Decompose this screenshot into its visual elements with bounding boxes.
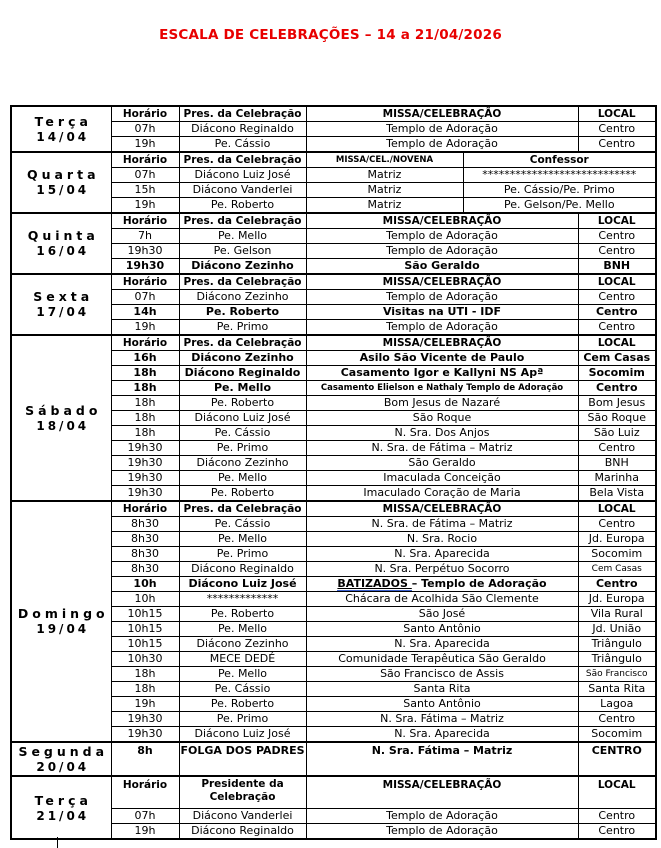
- time-cell: 19h30: [111, 471, 179, 486]
- time-cell: 19h30: [111, 259, 179, 275]
- local-cell: Centro: [578, 320, 656, 336]
- local-cell: Santa Rita: [578, 682, 656, 697]
- local-cell: São Luiz: [578, 426, 656, 441]
- day-name: Sábado: [25, 402, 102, 418]
- time-cell: 8h30: [111, 532, 179, 547]
- time-cell: 19h30: [111, 441, 179, 456]
- missa-cell: Templo de Adoração: [306, 320, 578, 336]
- local-cell: CENTRO: [578, 742, 656, 776]
- table-row: [11, 742, 656, 776]
- time-cell: 8h30: [111, 562, 179, 577]
- column-header-missa: MISSA/CELEBRAÇÃO: [306, 106, 578, 122]
- missa-cell: Santo Antônio: [306, 622, 578, 637]
- column-header-missa: MISSA/CELEBRAÇÃO: [306, 274, 578, 290]
- missa-cell: São Geraldo: [306, 259, 578, 275]
- time-cell: 07h: [111, 168, 179, 183]
- day-label: [11, 213, 111, 274]
- local-cell: Lagoa: [578, 697, 656, 712]
- pres-cell: Pe. Mello: [179, 471, 306, 486]
- confessor-cell: ****************************: [463, 168, 656, 183]
- missa-cell: Santa Rita: [306, 682, 578, 697]
- column-header-local: LOCAL: [578, 274, 656, 290]
- pres-cell: Pe. Roberto: [179, 305, 306, 320]
- pres-cell: Pe. Primo: [179, 320, 306, 336]
- missa-cell: Templo de Adoração: [306, 122, 578, 137]
- missa-cell: N. Sra. Aparecida: [306, 547, 578, 562]
- pres-cell: Diácono Zezinho: [179, 637, 306, 652]
- local-cell: Socomim: [578, 547, 656, 562]
- local-cell: São Roque: [578, 411, 656, 426]
- time-cell: 10h15: [111, 622, 179, 637]
- day-name: Quarta: [26, 167, 100, 182]
- local-cell: Cem Casas: [578, 562, 656, 577]
- day-label: [11, 742, 111, 776]
- time-cell: 19h30: [111, 244, 179, 259]
- local-cell: Centro: [578, 244, 656, 259]
- missa-cell: Bom Jesus de Nazaré: [306, 396, 578, 411]
- pres-cell: FOLGA DOS PADRES: [179, 742, 306, 776]
- pres-cell: *************: [179, 592, 306, 607]
- missa-cell: Asilo São Vicente de Paulo: [306, 351, 578, 366]
- local-cell: Centro: [578, 712, 656, 727]
- local-cell: Bom Jesus: [578, 396, 656, 411]
- column-header-missa: MISSA/CELEBRAÇÃO: [306, 213, 578, 229]
- day-date: 14/04: [36, 129, 90, 144]
- column-header-time: Horário: [111, 213, 179, 229]
- time-cell: 19h: [111, 137, 179, 153]
- local-cell: Marinha: [578, 471, 656, 486]
- column-header-time: Horário: [111, 152, 179, 168]
- missa-cell: N. Sra. Dos Anjos: [306, 426, 578, 441]
- local-cell: Triângulo: [578, 652, 656, 667]
- missa-cell: N. Sra. Fátima – Matriz: [306, 742, 578, 776]
- time-cell: 10h: [111, 592, 179, 607]
- day-name: Segunda: [18, 744, 109, 759]
- pres-cell: Pe. Mello: [179, 532, 306, 547]
- missa-cell: Templo de Adoração: [306, 824, 578, 840]
- pres-cell: Pe. Cássio: [179, 517, 306, 532]
- column-header-time: Horário: [111, 106, 179, 122]
- column-header-time: Horário: [111, 274, 179, 290]
- missa-cell: Casamento Igor e Kallyni NS Apª: [306, 366, 578, 381]
- pres-cell: Pe. Gelson: [179, 244, 306, 259]
- day-label: [11, 274, 111, 335]
- missa-cell: Templo de Adoração: [306, 229, 578, 244]
- missa-cell: Matriz: [306, 168, 463, 183]
- time-cell: 18h: [111, 667, 179, 682]
- day-name: Terça: [34, 113, 92, 129]
- header-row: [11, 106, 656, 122]
- missa-cell: N. Sra. de Fátima – Matriz: [306, 517, 578, 532]
- pres-cell: Diácono Zezinho: [179, 351, 306, 366]
- pres-cell: Diácono Luiz José: [179, 577, 306, 592]
- pres-cell: Diácono Reginaldo: [179, 122, 306, 137]
- batizados-underlined-text: BATIZADOS: [337, 577, 412, 590]
- time-cell: 19h30: [111, 486, 179, 502]
- column-header-time: Horário: [111, 335, 179, 351]
- column-header-missa: MISSA/CELEBRAÇÃO: [306, 335, 578, 351]
- pres-cell: Pe. Roberto: [179, 697, 306, 712]
- missa-cell: Comunidade Terapêutica São Geraldo: [306, 652, 578, 667]
- pres-cell: Diácono Reginaldo: [179, 824, 306, 840]
- missa-cell: Templo de Adoração: [306, 137, 578, 153]
- time-cell: 18h: [111, 396, 179, 411]
- missa-cell: São Francisco de Assis: [306, 667, 578, 682]
- page-title: ESCALA DE CELEBRAÇÕES – 14 a 21/04/2026: [159, 27, 502, 43]
- column-header-pres: Presidente da Celebração: [179, 776, 306, 809]
- time-cell: 8h30: [111, 547, 179, 562]
- missa-cell: São Geraldo: [306, 456, 578, 471]
- column-header-pres: Pres. da Celebração: [179, 213, 306, 229]
- time-cell: 19h30: [111, 456, 179, 471]
- header-row: [11, 213, 656, 229]
- local-cell: Centro: [578, 305, 656, 320]
- local-cell: Cem Casas: [578, 351, 656, 366]
- time-cell: 19h: [111, 697, 179, 712]
- table-continuation-mark: [57, 837, 58, 848]
- local-cell: BNH: [578, 456, 656, 471]
- missa-cell: Casamento Elielson e Nathaly Templo de Adoração: [306, 381, 578, 396]
- day-section-segunda-20-04: [11, 742, 656, 776]
- day-date: 17/04: [36, 305, 90, 319]
- time-cell: 10h15: [111, 637, 179, 652]
- local-cell: Vila Rural: [578, 607, 656, 622]
- day-name: Quinta: [27, 228, 99, 243]
- day-label: [11, 776, 111, 839]
- local-cell: Bela Vista: [578, 486, 656, 502]
- day-section-sábado-18-04: [11, 335, 656, 501]
- local-cell: Centro: [578, 290, 656, 305]
- local-cell: Centro: [578, 577, 656, 592]
- day-section-quinta-16-04: [11, 213, 656, 274]
- missa-cell: São Roque: [306, 411, 578, 426]
- pres-cell: Diácono Zezinho: [179, 259, 306, 275]
- time-cell: 10h30: [111, 652, 179, 667]
- pres-cell: Diácono Vanderlei: [179, 183, 306, 198]
- column-header-missa: MISSA/CELEBRAÇÃO: [306, 501, 578, 517]
- pres-cell: Pe. Roberto: [179, 486, 306, 502]
- header-row: [11, 274, 656, 290]
- day-label: [11, 106, 111, 152]
- column-header-pres: Pres. da Celebração: [179, 152, 306, 168]
- column-header-pres: Pres. da Celebração: [179, 501, 306, 517]
- day-name: Sexta: [33, 289, 94, 304]
- header-row: [11, 776, 656, 809]
- schedule-table: [10, 105, 657, 840]
- confessor-cell: Pe. Cássio/Pe. Primo: [463, 183, 656, 198]
- pres-cell: Pe. Roberto: [179, 198, 306, 214]
- local-cell: Centro: [578, 229, 656, 244]
- pres-cell: Diácono Zezinho: [179, 290, 306, 305]
- pres-cell: Pe. Primo: [179, 441, 306, 456]
- missa-cell: Templo de Adoração: [306, 809, 578, 824]
- pres-cell: Diácono Zezinho: [179, 456, 306, 471]
- missa-cell: Imaculada Conceição: [306, 471, 578, 486]
- column-header-time: Horário: [111, 501, 179, 517]
- column-header-pres: Pres. da Celebração: [179, 335, 306, 351]
- missa-cell: N. Sra. Perpétuo Socorro: [306, 562, 578, 577]
- local-cell: Jd. União: [578, 622, 656, 637]
- time-cell: 18h: [111, 426, 179, 441]
- missa-cell: N. Sra. Rocio: [306, 532, 578, 547]
- local-cell: Triângulo: [578, 637, 656, 652]
- local-cell: Centro: [578, 137, 656, 153]
- local-cell: Jd. Europa: [578, 592, 656, 607]
- header-row: [11, 501, 656, 517]
- time-cell: 8h30: [111, 517, 179, 532]
- column-header-pres: Pres. da Celebração: [179, 106, 306, 122]
- pres-cell: Diácono Reginaldo: [179, 562, 306, 577]
- pres-cell: Pe. Roberto: [179, 607, 306, 622]
- column-header-missa: MISSA/CEL./NOVENA: [306, 152, 463, 168]
- pres-cell: Pe. Primo: [179, 547, 306, 562]
- day-name: Domingo: [17, 606, 109, 621]
- pres-cell: MECE DEDÉ: [179, 652, 306, 667]
- time-cell: 10h: [111, 577, 179, 592]
- time-cell: 19h30: [111, 727, 179, 743]
- missa-cell: Matriz: [306, 183, 463, 198]
- local-cell: Centro: [578, 441, 656, 456]
- local-cell: Centro: [578, 517, 656, 532]
- column-header-local: LOCAL: [578, 335, 656, 351]
- time-cell: 19h: [111, 824, 179, 840]
- day-date: 18/04: [36, 418, 90, 433]
- header-row: [11, 152, 656, 168]
- time-cell: 16h: [111, 351, 179, 366]
- column-header-time: Horário: [111, 776, 179, 809]
- column-header-local: LOCAL: [578, 776, 656, 809]
- day-date: 20/04: [36, 760, 90, 774]
- time-cell: 18h: [111, 381, 179, 396]
- pres-cell: Pe. Mello: [179, 667, 306, 682]
- column-header-local: LOCAL: [578, 213, 656, 229]
- missa-cell: Templo de Adoração: [306, 290, 578, 305]
- pres-cell: Pe. Cássio: [179, 137, 306, 153]
- missa-cell: N. Sra. de Fátima – Matriz: [306, 441, 578, 456]
- pres-cell: Pe. Cássio: [179, 682, 306, 697]
- local-cell: BNH: [578, 259, 656, 275]
- local-cell: Socomim: [578, 727, 656, 743]
- pres-cell: Diácono Reginaldo: [179, 366, 306, 381]
- day-section-quarta-15-04: [11, 152, 656, 213]
- time-cell: 14h: [111, 305, 179, 320]
- time-cell: 15h: [111, 183, 179, 198]
- day-section-terça-14-04: [11, 106, 656, 152]
- day-date: 16/04: [36, 244, 90, 258]
- column-header-local: LOCAL: [578, 501, 656, 517]
- missa-cell: Imaculado Coração de Maria: [306, 486, 578, 502]
- column-header-pres: Pres. da Celebração: [179, 274, 306, 290]
- local-cell: São Francisco: [578, 667, 656, 682]
- time-cell: 07h: [111, 122, 179, 137]
- pres-cell: Pe. Roberto: [179, 396, 306, 411]
- day-section-domingo-19-04: [11, 501, 656, 742]
- pres-cell: Diácono Luiz José: [179, 168, 306, 183]
- time-cell: 19h30: [111, 712, 179, 727]
- missa-cell: São José: [306, 607, 578, 622]
- missa-cell: Templo de Adoração: [306, 244, 578, 259]
- missa-cell: N. Sra. Aparecida: [306, 637, 578, 652]
- local-cell: Jd. Europa: [578, 532, 656, 547]
- day-date: 15/04: [36, 183, 90, 197]
- confessor-cell: Pe. Gelson/Pe. Mello: [463, 198, 656, 214]
- pres-cell: Pe. Mello: [179, 622, 306, 637]
- missa-cell: Visitas na UTI - IDF: [306, 305, 578, 320]
- time-cell: 07h: [111, 809, 179, 824]
- missa-cell: Santo Antônio: [306, 697, 578, 712]
- local-cell: Centro: [578, 809, 656, 824]
- pres-cell: Diácono Vanderlei: [179, 809, 306, 824]
- day-label: [11, 152, 111, 213]
- time-cell: 8h: [111, 742, 179, 776]
- column-header-local: LOCAL: [578, 106, 656, 122]
- local-cell: Centro: [578, 381, 656, 396]
- missa-cell: Matriz: [306, 198, 463, 214]
- pres-cell: Diácono Luiz José: [179, 727, 306, 743]
- local-cell: Centro: [578, 122, 656, 137]
- column-header-confessor: Confessor: [463, 152, 656, 168]
- time-cell: 19h: [111, 198, 179, 214]
- pres-cell: Pe. Mello: [179, 229, 306, 244]
- local-cell: Centro: [578, 824, 656, 840]
- time-cell: 18h: [111, 366, 179, 381]
- time-cell: 18h: [111, 682, 179, 697]
- column-header-missa: MISSA/CELEBRAÇÃO: [306, 776, 578, 809]
- pres-cell: Pe. Primo: [179, 712, 306, 727]
- missa-cell: N. Sra. Fátima – Matriz: [306, 712, 578, 727]
- pres-cell: Pe. Cássio: [179, 426, 306, 441]
- day-date: 21/04: [36, 808, 90, 823]
- pres-cell: Pe. Mello: [179, 381, 306, 396]
- day-section-sexta-17-04: [11, 274, 656, 335]
- time-cell: 07h: [111, 290, 179, 305]
- missa-cell: [306, 577, 578, 592]
- pres-cell: Diácono Luiz José: [179, 411, 306, 426]
- header-row: [11, 335, 656, 351]
- local-cell: Socomim: [578, 366, 656, 381]
- day-name: Terça: [34, 792, 92, 808]
- day-label: [11, 501, 111, 742]
- day-date: 19/04: [36, 622, 90, 636]
- time-cell: 7h: [111, 229, 179, 244]
- day-section-terça-21-04: [11, 776, 656, 839]
- day-label: [11, 335, 111, 501]
- time-cell: 19h: [111, 320, 179, 336]
- time-cell: 10h15: [111, 607, 179, 622]
- missa-text: – Templo de Adoração: [411, 577, 547, 590]
- missa-cell: Chácara de Acolhida São Clemente: [306, 592, 578, 607]
- missa-cell: N. Sra. Aparecida: [306, 727, 578, 743]
- time-cell: 18h: [111, 411, 179, 426]
